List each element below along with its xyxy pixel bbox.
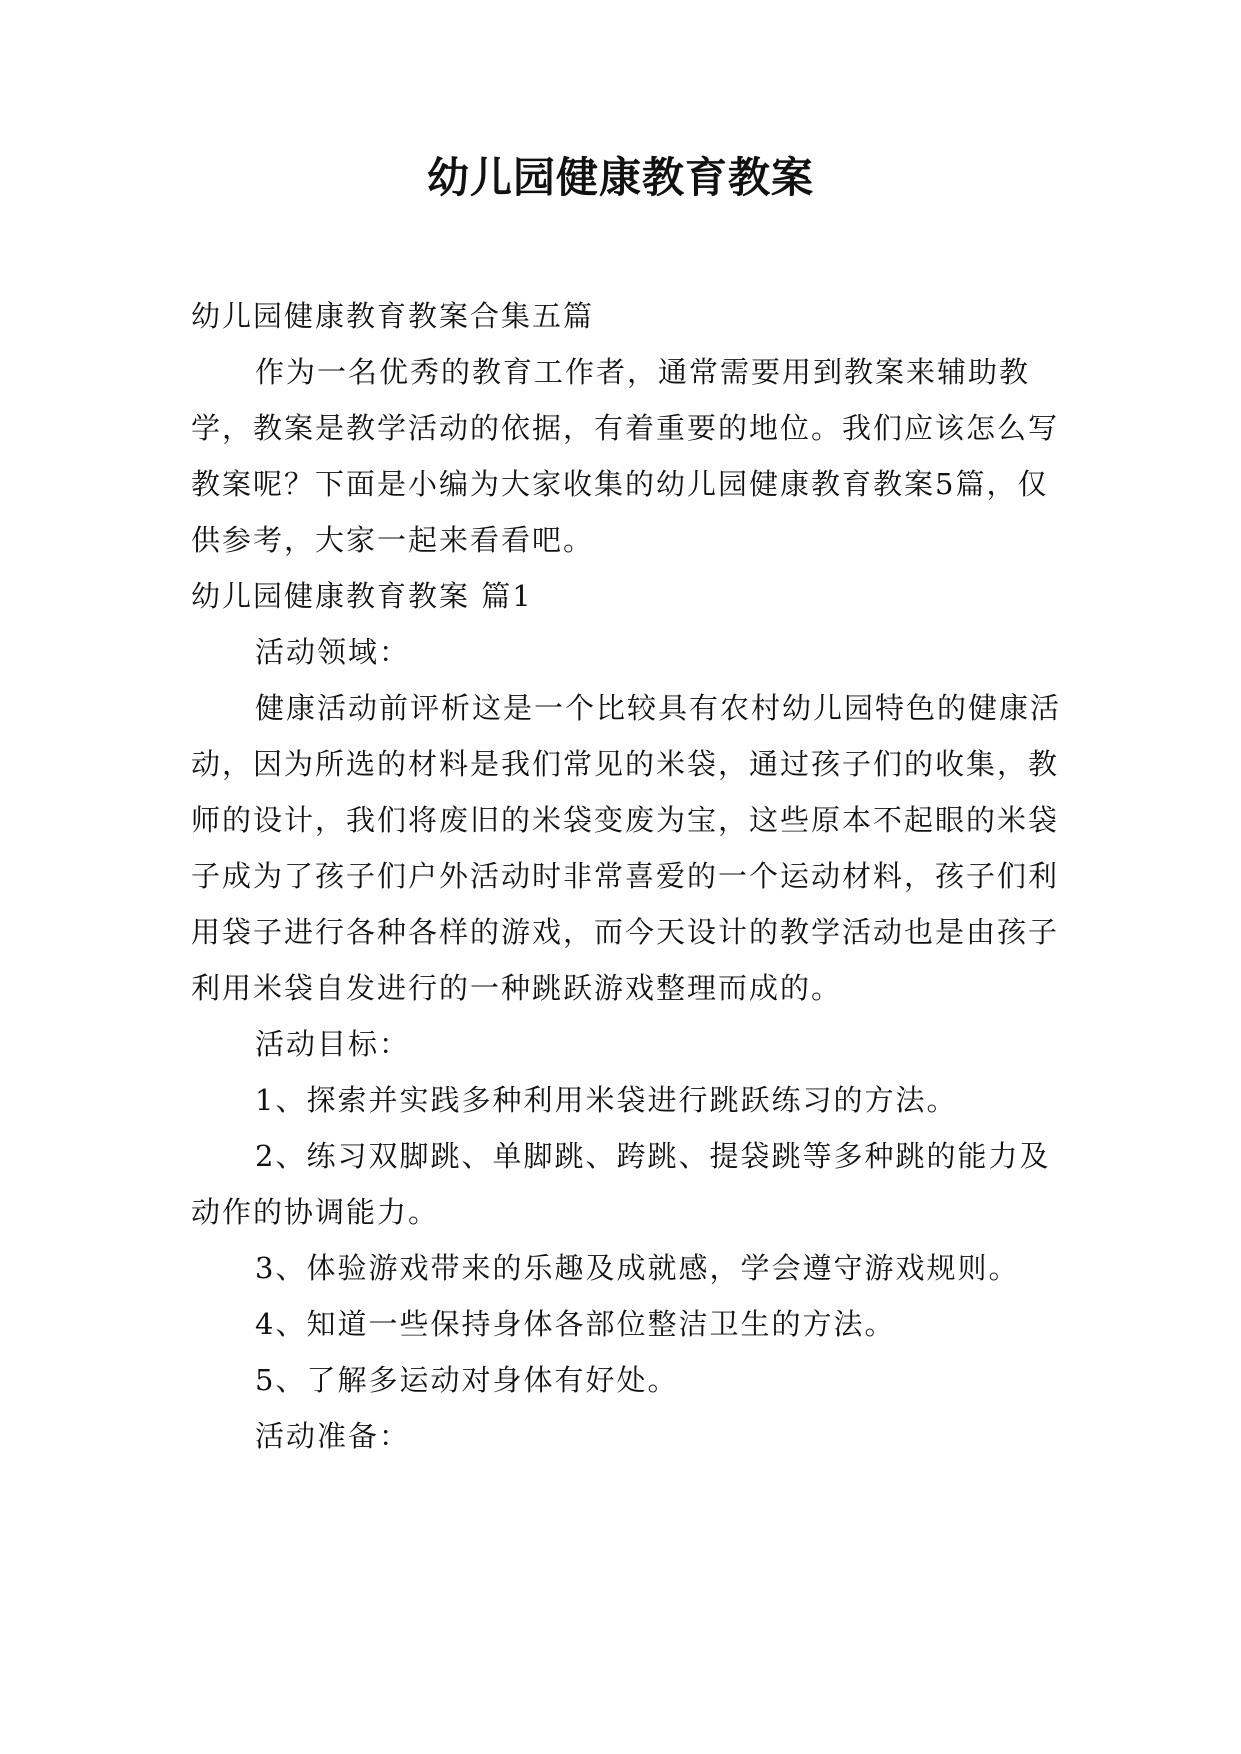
goal-item-4: 4、知道一些保持身体各部位整洁卫生的方法。: [255, 1307, 896, 1341]
section-heading: 幼儿园健康教育教案 篇1: [191, 579, 533, 613]
goal-item-1: 1、探索并实践多种利用米袋进行跳跃练习的方法。: [255, 1083, 958, 1117]
document-title: 幼儿园健康教育教案: [426, 153, 814, 202]
document-body: [191, 288, 1071, 1464]
goal-item-2: 2、练习双脚跳、单脚跳、跨跳、提袋跳等多种跳的能力及动作的协调能力。: [191, 1139, 1051, 1229]
activity-analysis-paragraph: 健康活动前评析这是一个比较具有农村幼儿园特色的健康活动，因为所选的材料是我们常见的米袋，通过孩子们的收集，教师的设计，我们将废旧的米袋变废为宝，这些原本不起眼的米袋子成为了孩子们户外活动时非常喜爱的一个运动材料，孩子们利用袋子进行各种各样的游戏，而今天设计的教学活动也是由孩子利用米袋自发进行的一种跳跃游戏整理而成的。: [191, 691, 1062, 1005]
activity-domain-label: 活动领域：: [255, 635, 411, 669]
goal-item-5: 5、了解多运动对身体有好处。: [255, 1363, 679, 1397]
subtitle-paragraph: 幼儿园健康教育教案合集五篇: [191, 299, 595, 333]
goal-item-3: 3、体验游戏带来的乐趣及成就感，学会遵守游戏规则。: [255, 1251, 1020, 1285]
activity-preparation-label: 活动准备：: [255, 1419, 411, 1453]
activity-goals-label: 活动目标：: [255, 1027, 411, 1061]
intro-paragraph: 作为一名优秀的教育工作者，通常需要用到教案来辅助教学，教案是教学活动的依据，有着重要的地位。我们应该怎么写教案呢？下面是小编为大家收集的幼儿园健康教育教案5篇，仅供参考，大家一起来看看吧。: [191, 355, 1060, 557]
